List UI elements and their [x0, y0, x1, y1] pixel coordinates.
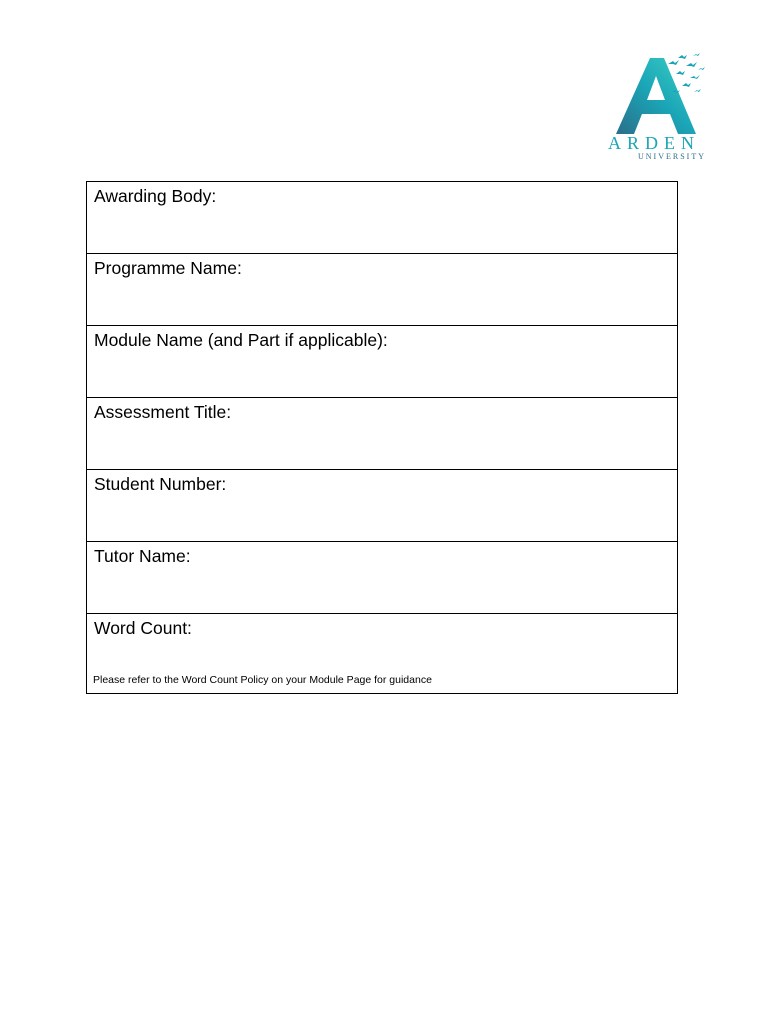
word-count-label: Word Count: — [94, 618, 192, 638]
module-name-label: Module Name (and Part if applicable): — [94, 330, 388, 350]
logo-subtitle: UNIVERSITY — [638, 152, 706, 161]
programme-name-label: Programme Name: — [94, 258, 242, 278]
arden-university-logo — [598, 52, 710, 164]
form-row-word-count[interactable] — [87, 614, 677, 693]
form-row-programme-name[interactable] — [87, 254, 677, 326]
logo-wordmark: ARDEN — [608, 133, 700, 153]
awarding-body-label: Awarding Body: — [94, 186, 217, 206]
form-row-module-name[interactable] — [87, 326, 677, 398]
student-number-label: Student Number: — [94, 474, 227, 494]
form-row-tutor-name[interactable] — [87, 542, 677, 614]
form-row-assessment-title[interactable] — [87, 398, 677, 470]
assessment-title-label: Assessment Title: — [94, 402, 232, 422]
cover-sheet-form — [86, 181, 678, 694]
word-count-policy-note: Please refer to the Word Count Policy on your Module Page for guidance — [93, 674, 432, 686]
tutor-name-label: Tutor Name: — [94, 546, 191, 566]
arden-a-birds-logo-icon — [598, 52, 710, 136]
form-row-awarding-body[interactable] — [87, 182, 677, 254]
form-row-student-number[interactable] — [87, 470, 677, 542]
